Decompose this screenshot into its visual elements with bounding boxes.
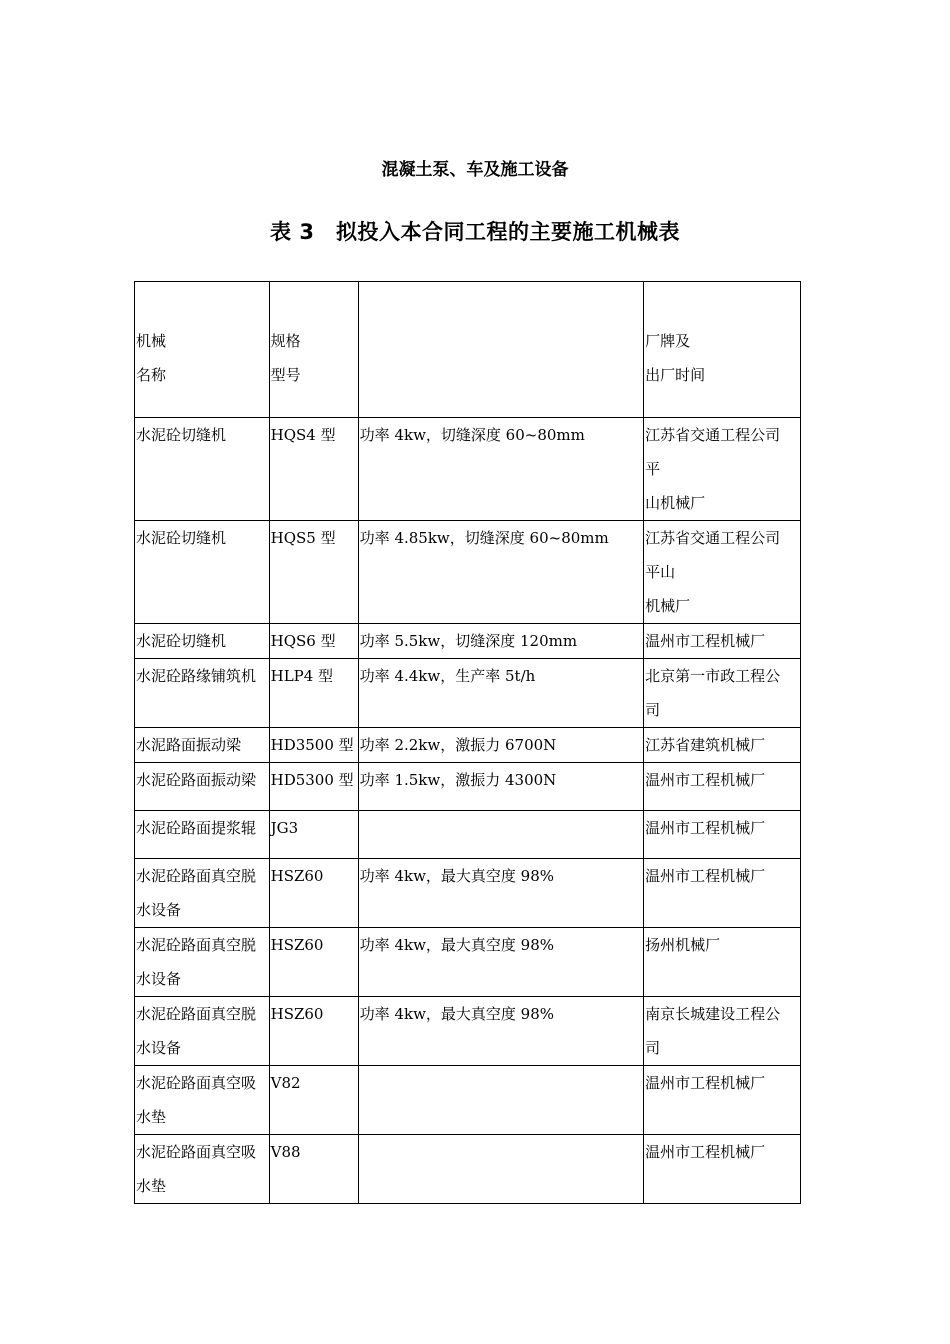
cell-maker	[644, 1066, 801, 1135]
table-header-row	[135, 282, 801, 418]
cell-maker	[644, 659, 801, 728]
cell-maker	[644, 928, 801, 997]
cell-maker-line: 司	[645, 1039, 661, 1057]
cell-machine-name: 水泥砼路面真空脱水设备	[135, 928, 270, 997]
cell-maker-line: 平	[645, 460, 661, 478]
cell-maker-line: 南京长城建设工程公	[645, 1005, 781, 1023]
table-row	[135, 859, 801, 928]
table-row	[135, 1135, 801, 1204]
cell-maker-line: 江苏省建筑机械厂	[645, 736, 766, 754]
table-row	[135, 811, 801, 859]
cell-maker-line: 平山	[645, 563, 676, 581]
table-row	[135, 521, 801, 624]
cell-machine-name: 水泥砼路面真空脱水设备	[135, 859, 270, 928]
table-row	[135, 418, 801, 521]
cell-maker-line: 机械厂	[645, 597, 691, 615]
table-row	[135, 1066, 801, 1135]
header-maker	[644, 282, 801, 418]
header-model	[269, 282, 358, 418]
cell-maker-line: 温州市工程机械厂	[645, 1143, 766, 1161]
cell-spec: 功率 4kw，最大真空度 98%	[358, 928, 643, 997]
header-model-line-2: 型号	[270, 366, 301, 384]
cell-spec: 功率 4kw，最大真空度 98%	[358, 997, 643, 1066]
cell-model: V82	[269, 1066, 358, 1135]
header-name-line-1: 机械	[136, 332, 167, 350]
cell-machine-name: 水泥砼路缘铺筑机	[135, 659, 270, 728]
cell-spec: 功率 1.5kw，激振力 4300N	[358, 763, 643, 811]
cell-spec	[358, 1135, 643, 1204]
header-maker-line-1: 厂牌及	[645, 332, 691, 350]
cell-model: HLP4 型	[269, 659, 358, 728]
machinery-table	[134, 281, 801, 1204]
cell-maker-line: 司	[645, 701, 661, 719]
cell-spec: 功率 4.85kw，切缝深度 60~80mm	[358, 521, 643, 624]
cell-spec: 功率 2.2kw，激振力 6700N	[358, 728, 643, 763]
cell-maker-line: 山机械厂	[645, 494, 706, 512]
cell-maker	[644, 811, 801, 859]
cell-maker-line: 江苏省交通工程公司	[645, 426, 781, 444]
cell-maker-line: 江苏省交通工程公司	[645, 529, 781, 547]
cell-machine-name: 水泥砼路面振动梁	[135, 763, 270, 811]
cell-model: HSZ60	[269, 859, 358, 928]
cell-machine-name: 水泥砼路面提浆辊	[135, 811, 270, 859]
cell-maker-line: 温州市工程机械厂	[645, 867, 766, 885]
table-row	[135, 997, 801, 1066]
table-row	[135, 659, 801, 728]
cell-model: HSZ60	[269, 997, 358, 1066]
header-name	[135, 282, 270, 418]
cell-maker-line: 温州市工程机械厂	[645, 771, 766, 789]
table-row	[135, 728, 801, 763]
cell-maker-line: 温州市工程机械厂	[645, 632, 766, 650]
cell-maker	[644, 521, 801, 624]
cell-machine-name: 水泥砼路面真空脱水设备	[135, 997, 270, 1066]
cell-spec	[358, 1066, 643, 1135]
cell-model: HQS4 型	[269, 418, 358, 521]
table-title: 表 3 拟投入本合同工程的主要施工机械表	[270, 220, 680, 244]
cell-machine-name: 水泥砼切缝机	[135, 418, 270, 521]
cell-model: HD3500 型	[269, 728, 358, 763]
cell-spec: 功率 4.4kw，生产率 5t/h	[358, 659, 643, 728]
cell-machine-name: 水泥砼路面真空吸水垫	[135, 1135, 270, 1204]
cell-spec: 功率 5.5kw，切缝深度 120mm	[358, 624, 643, 659]
table-row	[135, 763, 801, 811]
cell-machine-name: 水泥砼切缝机	[135, 521, 270, 624]
cell-maker	[644, 763, 801, 811]
cell-spec	[358, 811, 643, 859]
cell-machine-name: 水泥路面振动梁	[135, 728, 270, 763]
cell-machine-name: 水泥砼切缝机	[135, 624, 270, 659]
cell-model: HSZ60	[269, 928, 358, 997]
table-row	[135, 624, 801, 659]
cell-model: HQS5 型	[269, 521, 358, 624]
cell-model: V88	[269, 1135, 358, 1204]
cell-maker	[644, 859, 801, 928]
cell-maker	[644, 418, 801, 521]
document-subtitle: 混凝土泵、车及施工设备	[381, 160, 569, 180]
header-spec	[358, 282, 643, 418]
cell-maker	[644, 728, 801, 763]
cell-maker	[644, 1135, 801, 1204]
cell-maker-line: 北京第一市政工程公	[645, 667, 781, 685]
cell-maker	[644, 624, 801, 659]
cell-maker-line: 温州市工程机械厂	[645, 1074, 766, 1092]
header-name-line-2: 名称	[136, 366, 167, 384]
cell-model: JG3	[269, 811, 358, 859]
header-model-line-1: 规格	[270, 332, 301, 350]
cell-maker	[644, 997, 801, 1066]
cell-model: HD5300 型	[269, 763, 358, 811]
cell-maker-line: 扬州机械厂	[645, 936, 721, 954]
cell-spec: 功率 4kw，切缝深度 60~80mm	[358, 418, 643, 521]
cell-machine-name: 水泥砼路面真空吸水垫	[135, 1066, 270, 1135]
cell-spec: 功率 4kw，最大真空度 98%	[358, 859, 643, 928]
header-maker-line-2: 出厂时间	[645, 366, 706, 384]
cell-model: HQS6 型	[269, 624, 358, 659]
table-row	[135, 928, 801, 997]
cell-maker-line: 温州市工程机械厂	[645, 819, 766, 837]
